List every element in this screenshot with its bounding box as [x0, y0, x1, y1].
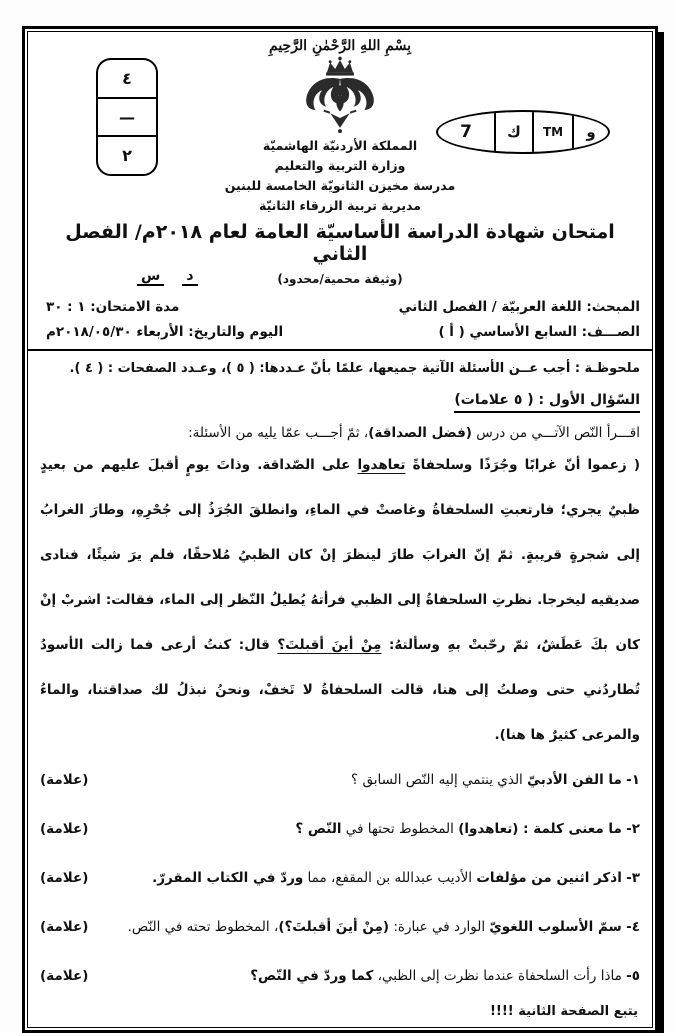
- subject-row: [399, 295, 640, 320]
- header: [40, 36, 640, 216]
- question-1-mark: (علامة): [40, 772, 89, 788]
- lesson-name: (فضل الصداقة): [368, 425, 472, 441]
- passage-part-2: على الصّداقة. وذاتَ يومٍ أقبلَ عليهم من بعيدٍ ظبيٌ يجري؛ فارتعبتِ السلحفاةُ وغاصتْ في الماءِ، وانطلقَ الجُرَذُ إلى جُحْرِهِ، وطارَ الغرابُ إلى شجرةٍ قريبةٍ. ثمّ إنّ الغرابَ طارَ لينظرَ إنْ كان الظبيُ مُلاحقًا، فلم يرَ شيئًا، فنادى صديقيه ليخرجا. نظرتِ السلحفاةُ إلى الظبي فرأتهُ يُطيلُ النّظر إلى الماء، فقالت: اشربْ إنْ كان بكَ عَطَشٌ، ثمّ رحّبتْ بهِ وسألتهُ:: [40, 457, 640, 653]
- info-right-column: [399, 295, 640, 345]
- reading-passage: [40, 443, 640, 758]
- date-row: [46, 320, 283, 345]
- exam-code-stamp: [436, 110, 610, 154]
- question-one-header: السّؤال الأول : ( ٥ علامات): [454, 392, 640, 413]
- exam-note: ملحوظـة : أجب عــن الأسئلة الآتية جميعها، علمًا بأنّ عـددها: ( ٥ )، وعـدد الصفحات : ( ٤ ).: [69, 361, 640, 376]
- page-count-stamp: [96, 58, 158, 176]
- org-line-school: مدرسة مخيزن الثانويّة الخامسة للبنين: [224, 178, 456, 193]
- passage-underlined-word-1: تعاهدوا: [357, 457, 406, 473]
- passage-part-3: قال: كنتُ أرعى فما زالت الأسودُ تُطاردُني حتى وصلتُ إلى هنا، قالت السلحفاةُ لا تَخفْ، ونحنُ نبذلُ لك صداقتنا، والماءُ والمرعى كثيرٌ ها هنا).: [40, 637, 640, 743]
- duration-value: ٣٠ : ١: [46, 299, 86, 315]
- date-value: ٢٠١٨/٠٥/٣٠: [55, 324, 132, 340]
- question-3-mark: (علامة): [40, 870, 89, 886]
- exam-page-inner: [27, 31, 653, 1028]
- date-era: م: [46, 324, 56, 340]
- stamp-top-number: ٤: [98, 60, 156, 99]
- org-line-kingdom: المملكة الأردنيّة الهاشميّة: [262, 138, 418, 153]
- question-row-4: [40, 919, 640, 935]
- passage-part-1: ( زعموا أنّ غرابًا وجُرَذًا وسلحفاةً: [405, 457, 640, 473]
- instruction-pre: اقـــرأ النّص الآتـــي من درس: [471, 425, 640, 441]
- question-2-text: ٢- ما معنى كلمة : (تعاهدوا) المخطوط تحتها في النّص ؟: [295, 821, 640, 837]
- question-one-header-wrap: [40, 376, 640, 413]
- subject-label: المبحث:: [586, 299, 640, 315]
- exam-info: [40, 295, 640, 349]
- question-4-mark: (علامة): [40, 919, 89, 935]
- code-cell-1: و: [572, 112, 608, 152]
- question-row-1: [40, 772, 640, 788]
- bismillah-calligraphy: بِسْمِ اللهِ الرَّحْمٰنِ الرَّحِيمِ: [269, 38, 411, 54]
- question-1-number: ١-: [626, 772, 640, 788]
- score-letter-s: س: [137, 268, 164, 286]
- class-row: [399, 320, 640, 345]
- score-letter-d: د: [182, 268, 197, 286]
- question-5-text: ٥- ماذا رأت السلحفاة عندما نظرت إلى الظبي، كما وردّ في النّص؟: [250, 968, 640, 984]
- duration-row: [46, 295, 283, 320]
- subtitle-row: [40, 268, 640, 292]
- question-5-mark: (علامة): [40, 968, 89, 984]
- exam-page: [22, 26, 658, 1033]
- question-3-text: ٣- اذكر اثنين من مؤلفات الأديب عبدالله بن المقفع، مما وردّ في الكتاب المقررّ.: [152, 870, 640, 886]
- jordan-coat-of-arms-icon: [299, 56, 381, 136]
- class-label: الصـــف:: [581, 324, 640, 340]
- page-continuation-note: يتبع الصفحة الثانية !!!!: [489, 1004, 638, 1019]
- code-cell-4: 7: [460, 122, 472, 142]
- date-label: اليوم والتاريخ:: [188, 324, 284, 340]
- question-row-3: [40, 870, 640, 886]
- org-line-directorate: مديرية تربية الزرقاء الثانيّة: [259, 198, 421, 213]
- exam-title: امتحان شهادة الدراسة الأساسيّة العامة لعام ٢٠١٨م/ الفصل الثاني: [65, 221, 615, 265]
- duration-label: مدة الامتحان:: [90, 299, 180, 315]
- question-3-number: ٣-: [626, 870, 640, 886]
- question-list: [40, 772, 640, 984]
- class-value: السابع الأساسي ( أ ): [438, 324, 577, 340]
- question-5-number: ٥-: [626, 968, 640, 984]
- question-2-number: ٢-: [626, 821, 640, 837]
- question-row-2: [40, 821, 640, 837]
- code-cell-2: TM: [532, 112, 572, 152]
- reading-instruction: [40, 425, 640, 441]
- org-line-ministry: وزارة التربية والتعليم: [274, 158, 406, 173]
- question-2-mark: (علامة): [40, 821, 89, 837]
- instruction-post: ، ثمّ أجـــب عمّا يليه من الأسئلة:: [188, 425, 369, 441]
- code-cell-3: ك: [494, 112, 532, 152]
- subject-value: اللغة العربيّة / الفصل الثاني: [398, 299, 582, 315]
- stamp-divider: —: [98, 99, 156, 138]
- score-letter-fields: [128, 268, 207, 286]
- question-1-text: ١- ما الفن الأدبيّ الذي ينتمي إليه النّص السابق ؟: [351, 772, 640, 788]
- info-left-column: [40, 295, 283, 345]
- question-4-text: ٤- سمّ الأسلوب اللغويّ الوارد في عبارة: (مِنْ أينَ أقبلتَ؟)، المخطوط تحته في النّص.: [127, 919, 640, 935]
- stamp-bottom-number: ٢: [122, 146, 132, 166]
- passage-underlined-phrase-2: مِنْ أينَ أقبلتَ؟: [277, 637, 382, 653]
- date-day: الأربعاء: [136, 324, 184, 340]
- question-row-5: [40, 968, 640, 984]
- protection-note: (وثيقة محمية/محدود): [277, 272, 403, 286]
- question-4-number: ٤-: [626, 919, 640, 935]
